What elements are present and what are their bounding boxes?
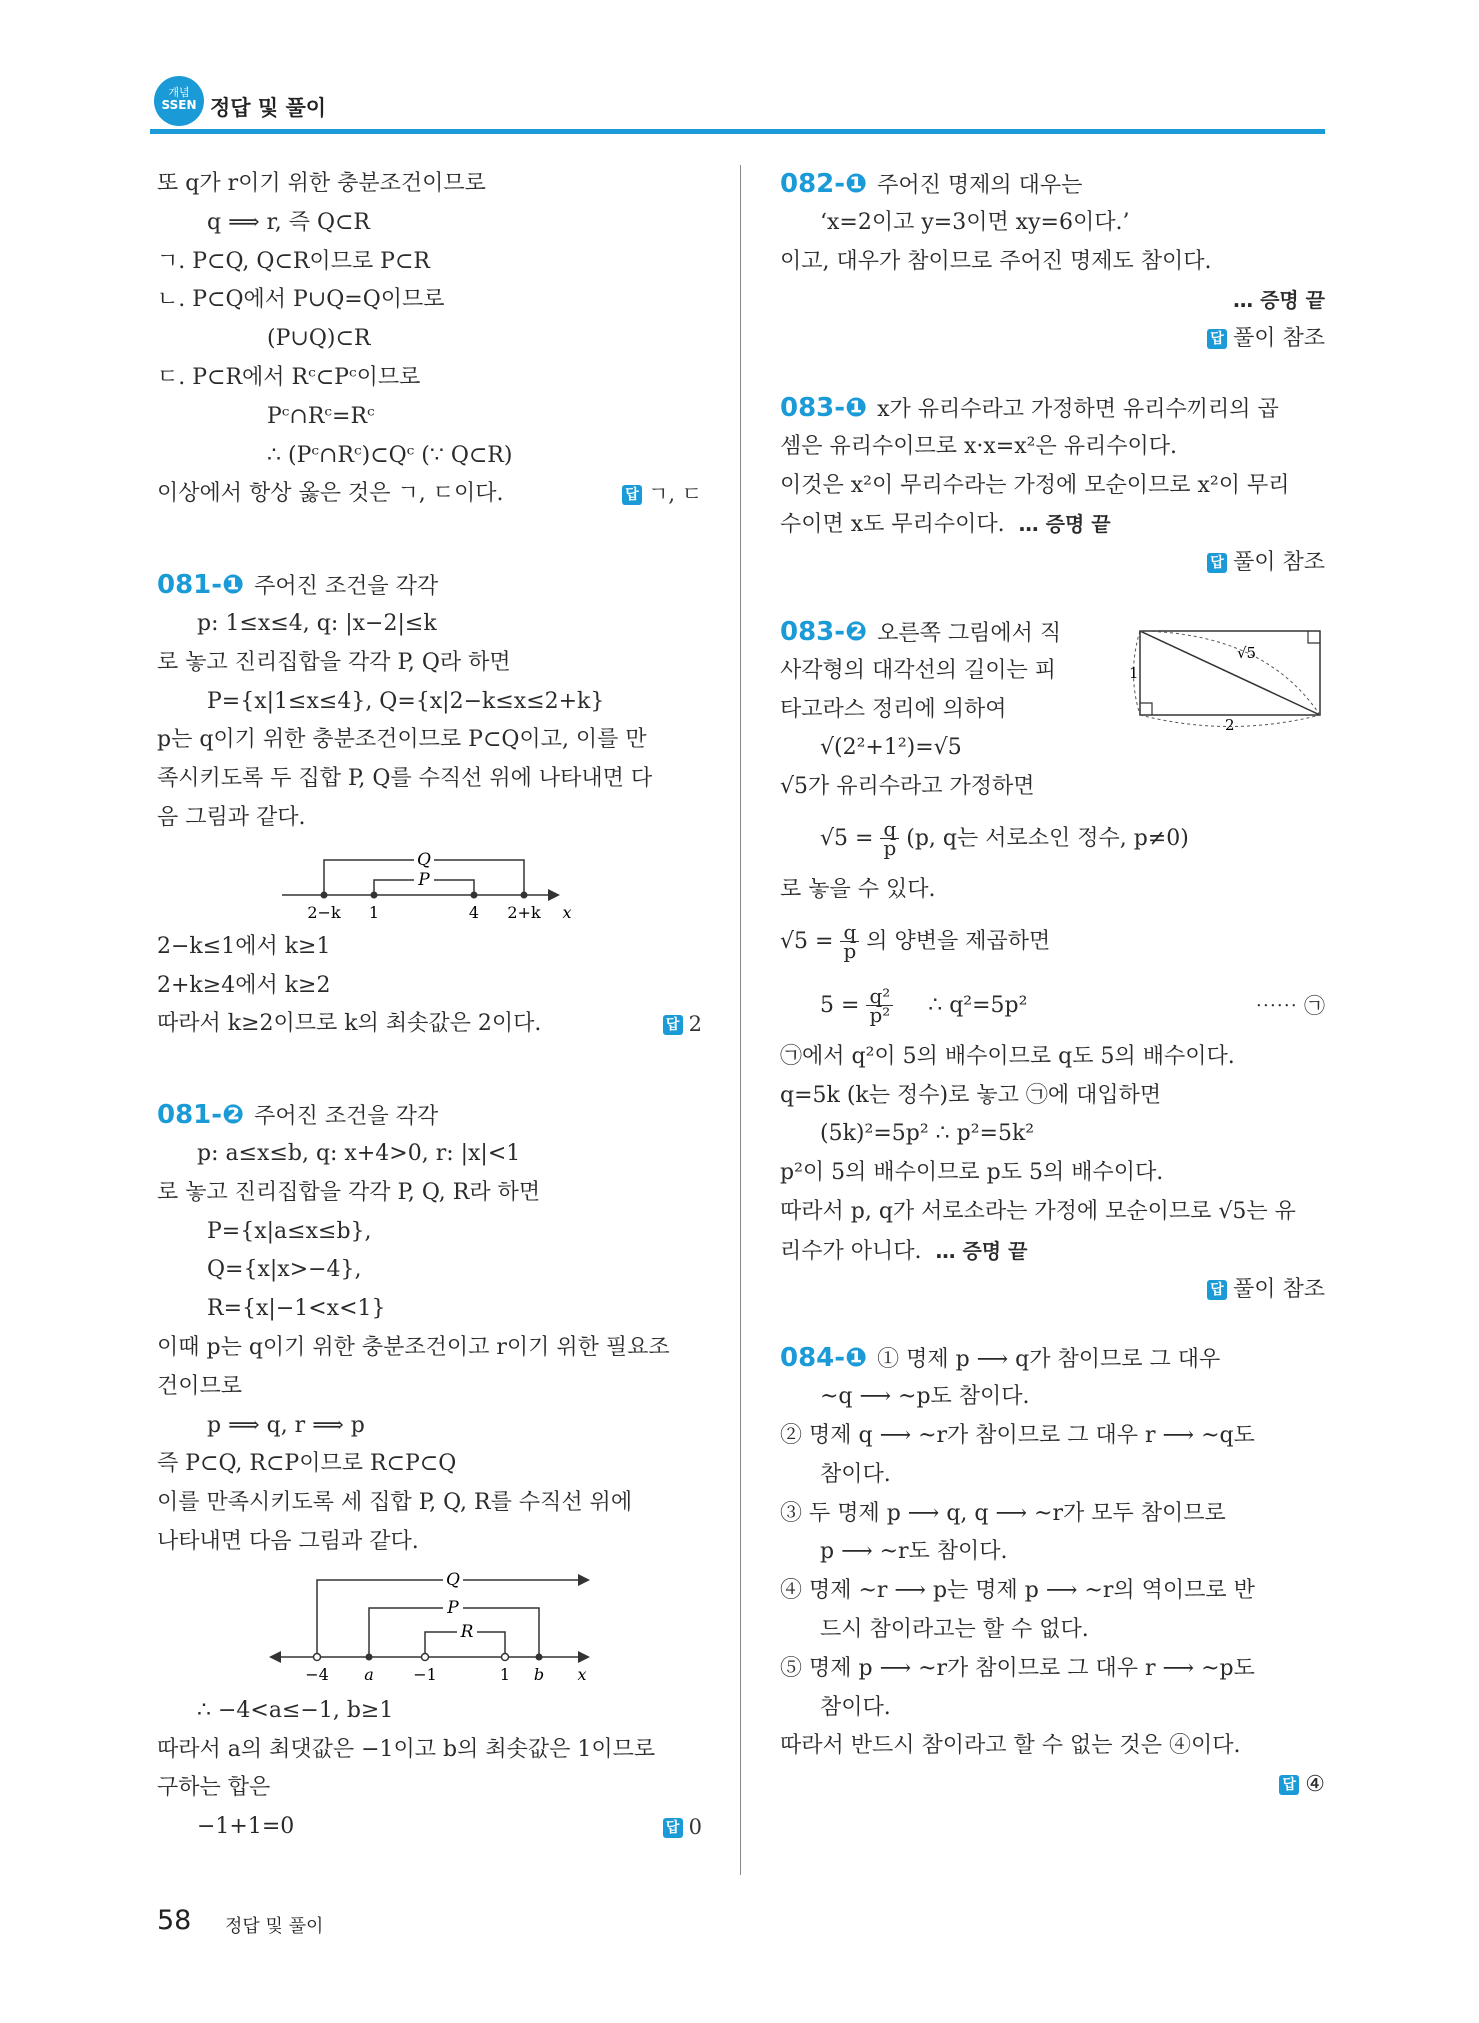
equation-marker: ⋯⋯ ㉠ xyxy=(1255,993,1325,1018)
tick-label: 2+k xyxy=(507,902,541,922)
point xyxy=(371,891,378,898)
text-line: ∴ (Pᶜ∩Rᶜ)⊂Qᶜ (∵ Q⊂R) xyxy=(267,442,513,468)
problem-number: 083-❶ xyxy=(780,392,868,423)
answer xyxy=(663,1005,702,1044)
text-line: q=5k (k는 정수)로 놓고 ㉠에 대입하면 xyxy=(780,1082,1162,1108)
side-length-label: 2 xyxy=(1225,715,1235,733)
answer-value: 풀이 참조 xyxy=(1232,550,1325,576)
answer-badge: 답 xyxy=(1279,1775,1299,1795)
problem-082-1-heading xyxy=(780,165,1325,204)
qed-line xyxy=(780,281,1325,320)
answer-badge: 답 xyxy=(663,1818,683,1838)
conclusion-text: 따라서 k≥2이므로 k의 최솟값은 2이다. xyxy=(157,1011,542,1037)
text-line: 음 그림과 같다. xyxy=(157,804,306,830)
axis-label: x xyxy=(562,902,572,922)
answer-value: 풀이 참조 xyxy=(1232,326,1325,352)
problem-081-2-heading xyxy=(157,1096,702,1135)
text-line: 구하는 합은 xyxy=(157,1775,271,1801)
text-line: ⑤ 명제 p ⟶ ~r가 참이므로 그 대우 r ⟶ ~p도 xyxy=(780,1655,1255,1681)
set-q-label: Q xyxy=(417,849,431,870)
text-line xyxy=(780,1232,1325,1271)
text-line: 따라서 a의 최댓값은 −1이고 b의 최솟값은 1이므로 xyxy=(157,1736,656,1762)
text-line: 로 놓고 진리집합을 각각 P, Q라 하면 xyxy=(157,649,511,675)
text-line xyxy=(157,475,702,514)
numerator: q² xyxy=(866,987,893,1006)
answer-value: 0 xyxy=(688,1815,702,1840)
equation-part: √5 = xyxy=(820,825,874,851)
text-line: 주어진 조건을 각각 xyxy=(254,574,439,600)
text-line: 2+k≥4에서 k≥2 xyxy=(157,972,331,998)
answer-line xyxy=(780,1271,1325,1310)
text-line: (P∪Q)⊂R xyxy=(267,326,371,352)
text-line-body: 수이면 x도 무리수이다. xyxy=(780,512,1005,538)
brand-logo xyxy=(154,76,204,126)
text-line: 이고, 대우가 참이므로 주어진 명제도 참이다. xyxy=(780,248,1212,274)
open-point xyxy=(422,1653,429,1660)
text-line: 오른쪽 그림에서 직 xyxy=(877,620,1062,646)
numerator: q xyxy=(840,923,859,942)
text-line: ㉠에서 q²이 5의 배수이므로 q도 5의 배수이다. xyxy=(780,1043,1235,1069)
text-line: ④ 명제 ~r ⟶ p는 명제 p ⟶ ~r의 역이므로 반 xyxy=(780,1578,1255,1604)
text-line: 따라서 p, q가 서로소라는 가정에 모순이므로 √5는 유 xyxy=(780,1198,1296,1224)
fraction xyxy=(880,817,899,861)
text-line: 사각형의 대각선의 길이는 피 xyxy=(780,657,1057,683)
tick-label: 1 xyxy=(368,902,380,922)
answer-value: ㄱ, ㄷ xyxy=(648,482,702,507)
set-q-bracket xyxy=(317,1580,587,1657)
answer-line xyxy=(780,544,1325,583)
equation-part: (p, q는 서로소인 정수, p≠0) xyxy=(906,825,1189,851)
equation-line xyxy=(780,807,1325,871)
text-line: x가 유리수라고 가정하면 유리수끼리의 곱 xyxy=(877,396,1279,422)
page-number: 58 xyxy=(157,1905,192,1936)
number-line-svg xyxy=(157,1562,702,1692)
logo-bottom-text: SSEN xyxy=(161,98,197,112)
qed-mark: … 증명 끝 xyxy=(1233,288,1325,313)
answer-value: 풀이 참조 xyxy=(1232,1276,1325,1302)
text-line: P={x|a≤x≤b}, xyxy=(207,1218,372,1244)
equation-part: 의 양변을 제곱하면 xyxy=(866,928,1051,954)
conclusion-text: 이상에서 항상 옳은 것은 ㄱ, ㄷ이다. xyxy=(157,481,504,507)
text-line: 타고라스 정리에 의하여 xyxy=(780,696,1007,722)
answer-value: 2 xyxy=(688,1012,702,1037)
text-line: ② 명제 q ⟶ ~r가 참이므로 그 대우 r ⟶ ~q도 xyxy=(780,1422,1255,1448)
set-p-label: P xyxy=(418,869,430,890)
text-line-body: 리수가 아니다. xyxy=(780,1238,922,1264)
text-line: √5가 유리수라고 가정하면 xyxy=(780,774,1035,800)
answer-badge: 답 xyxy=(622,485,642,505)
logo-top-text: 개념 xyxy=(168,86,190,99)
text-line: p: 1≤x≤4, q: |x−2|≤k xyxy=(197,610,437,636)
set-r-label: R xyxy=(460,1621,474,1642)
text-line: ㄴ. P⊂Q에서 P∪Q=Q이므로 xyxy=(157,287,445,313)
denominator: p² xyxy=(869,1003,891,1028)
answer-badge: 답 xyxy=(663,1015,683,1035)
tick-label: 4 xyxy=(468,902,480,922)
open-point xyxy=(502,1653,509,1660)
text-line: Pᶜ∩Rᶜ=Rᶜ xyxy=(267,403,375,429)
spacer xyxy=(157,1044,702,1096)
tick-label: −4 xyxy=(305,1664,329,1684)
problem-084-1-heading xyxy=(780,1339,1325,1378)
text-line: ‘x=2이고 y=3이면 xy=6이다.’ xyxy=(820,209,1130,235)
point xyxy=(321,891,328,898)
set-p-label: P xyxy=(447,1597,459,1618)
text-line: 이것은 x²이 무리수라는 가정에 모순이므로 x²이 무리 xyxy=(780,472,1290,498)
text-line: 이때 p는 q이기 위한 충분조건이고 r이기 위한 필요조 xyxy=(157,1334,670,1360)
answer-badge: 답 xyxy=(1207,553,1227,573)
problem-081-1-heading xyxy=(157,566,702,605)
side-length-label: 1 xyxy=(1129,663,1139,682)
spacer xyxy=(157,514,702,566)
problem-number: 082-❶ xyxy=(780,169,868,199)
text-line: 따라서 반드시 참이라고 할 수 없는 것은 ④이다. xyxy=(780,1733,1241,1759)
text-line: 로 놓고 진리집합을 각각 P, Q, R라 하면 xyxy=(157,1179,541,1205)
text-line: R={x|−1<x<1} xyxy=(207,1296,386,1322)
text-line: p: a≤x≤b, q: x+4>0, r: |x|<1 xyxy=(197,1140,521,1166)
text-line: ∴ −4<a≤−1, b≥1 xyxy=(197,1697,394,1723)
tick-label: 2−k xyxy=(307,902,341,922)
text-line: 나타내면 다음 그림과 같다. xyxy=(157,1528,419,1554)
text-line: 즉 P⊂Q, R⊂P이므로 R⊂P⊂Q xyxy=(157,1451,457,1477)
text-line: ③ 두 명제 p ⟶ q, q ⟶ ~r가 모두 참이므로 xyxy=(780,1500,1226,1526)
text-line xyxy=(780,505,1325,544)
answer-line xyxy=(780,320,1325,359)
set-q-label: Q xyxy=(446,1569,460,1590)
axis-label: x xyxy=(577,1664,587,1684)
problem-083-1-heading xyxy=(780,389,1325,428)
diagonal-length-label: √5 xyxy=(1237,643,1257,662)
text-line: 참이다. xyxy=(820,1461,891,1487)
point xyxy=(366,1653,373,1660)
text-line: ㄱ. P⊂Q, Q⊂R이므로 P⊂R xyxy=(157,248,430,274)
conclusion-text: −1+1=0 xyxy=(197,1814,295,1840)
equation-line xyxy=(780,974,1325,1038)
text-line: 이를 만족시키도록 세 집합 P, Q, R를 수직선 위에 xyxy=(157,1490,633,1516)
header-title: 정답 및 풀이 xyxy=(210,96,327,120)
text-line: p ⟶ ~r도 참이다. xyxy=(820,1539,1008,1565)
problem-number: 084-❶ xyxy=(780,1343,868,1374)
text-line: p²이 5의 배수이므로 p도 5의 배수이다. xyxy=(780,1160,1164,1186)
spacer xyxy=(780,1309,1325,1339)
text-line: 족시키도록 두 집합 P, Q를 수직선 위에 나타내면 다 xyxy=(157,766,653,792)
number-line-figure-081-1 xyxy=(157,838,702,928)
footer-label: 정답 및 풀이 xyxy=(225,1916,324,1937)
right-column xyxy=(780,165,1325,1805)
problem-number: 083-❷ xyxy=(780,616,868,647)
text-line: ~q ⟶ ~p도 참이다. xyxy=(820,1384,1030,1410)
equation-part: √5 = xyxy=(780,928,834,954)
text-line: 주어진 명제의 대우는 xyxy=(877,173,1083,198)
answer xyxy=(663,1808,702,1847)
text-line: P={x|1≤x≤4}, Q={x|2−k≤x≤2+k} xyxy=(207,688,605,714)
answer xyxy=(622,475,702,514)
text-line: 또 q가 r이기 위한 충분조건이므로 xyxy=(157,171,486,196)
text-line: Q={x|x>−4}, xyxy=(207,1257,362,1283)
problem-083-2-heading xyxy=(780,613,1325,652)
spacer xyxy=(780,359,1325,389)
problem-number: 081-❶ xyxy=(157,570,245,601)
tick-label: b xyxy=(533,1664,545,1684)
text-line: q ⟹ r, 즉 Q⊂R xyxy=(207,209,370,235)
text-line: 로 놓을 수 있다. xyxy=(780,876,936,902)
problem-083-2-block xyxy=(780,613,1325,1309)
column-divider xyxy=(740,165,741,1875)
problem-number: 081-❷ xyxy=(157,1100,245,1131)
number-line-figure-081-2 xyxy=(157,1562,702,1692)
page-header xyxy=(150,72,1325,134)
numerator: q xyxy=(880,820,899,839)
denominator: p xyxy=(843,939,857,964)
text-line: ㄷ. P⊂R에서 Rᶜ⊂Pᶜ이므로 xyxy=(157,364,421,390)
text-line: (5k)²=5p² ∴ p²=5k² xyxy=(820,1121,1035,1147)
open-point xyxy=(314,1653,321,1660)
answer-badge: 답 xyxy=(1207,1280,1227,1300)
point xyxy=(471,891,478,898)
fraction xyxy=(866,984,893,1028)
number-line-svg xyxy=(157,838,702,928)
spacer xyxy=(780,583,1325,613)
text-line: 셈은 유리수이므로 x·x=x²은 유리수이다. xyxy=(780,433,1177,459)
text-line: p는 q이기 위한 충분조건이므로 P⊂Q이고, 이를 만 xyxy=(157,727,647,753)
denominator: p xyxy=(883,836,897,861)
text-line xyxy=(157,1808,702,1847)
text-line: 주어진 조건을 각각 xyxy=(254,1104,439,1130)
answer-value: ④ xyxy=(1305,1772,1325,1798)
equation-part: 5 = xyxy=(820,992,860,1018)
tick-label: 1 xyxy=(499,1664,511,1684)
tick-label: a xyxy=(364,1664,374,1684)
point xyxy=(521,891,528,898)
text-line: 참이다. xyxy=(820,1694,891,1720)
point xyxy=(536,1653,543,1660)
text-line: √(2²+1²)=√5 xyxy=(820,735,962,761)
equation-line xyxy=(780,910,1325,974)
answer-badge: 답 xyxy=(1207,329,1227,349)
text-line: p ⟹ q, r ⟹ p xyxy=(207,1412,365,1438)
tick-label: −1 xyxy=(413,1664,437,1684)
qed-mark: … 증명 끝 xyxy=(1018,512,1111,537)
text-line: 건이므로 xyxy=(157,1373,243,1399)
header-rule xyxy=(150,129,1325,134)
qed-mark: … 증명 끝 xyxy=(935,1238,1028,1263)
left-column xyxy=(157,165,702,1847)
text-line xyxy=(157,1005,702,1044)
text-line: 2−k≤1에서 k≥1 xyxy=(157,933,331,959)
text-line: 드시 참이라고는 할 수 없다. xyxy=(820,1616,1089,1642)
equation-part: ∴ q²=5p² xyxy=(928,992,1028,1018)
fraction xyxy=(840,920,859,964)
answer-line xyxy=(780,1766,1325,1805)
text-line: ① 명제 p ⟶ q가 참이므로 그 대우 xyxy=(877,1347,1221,1373)
